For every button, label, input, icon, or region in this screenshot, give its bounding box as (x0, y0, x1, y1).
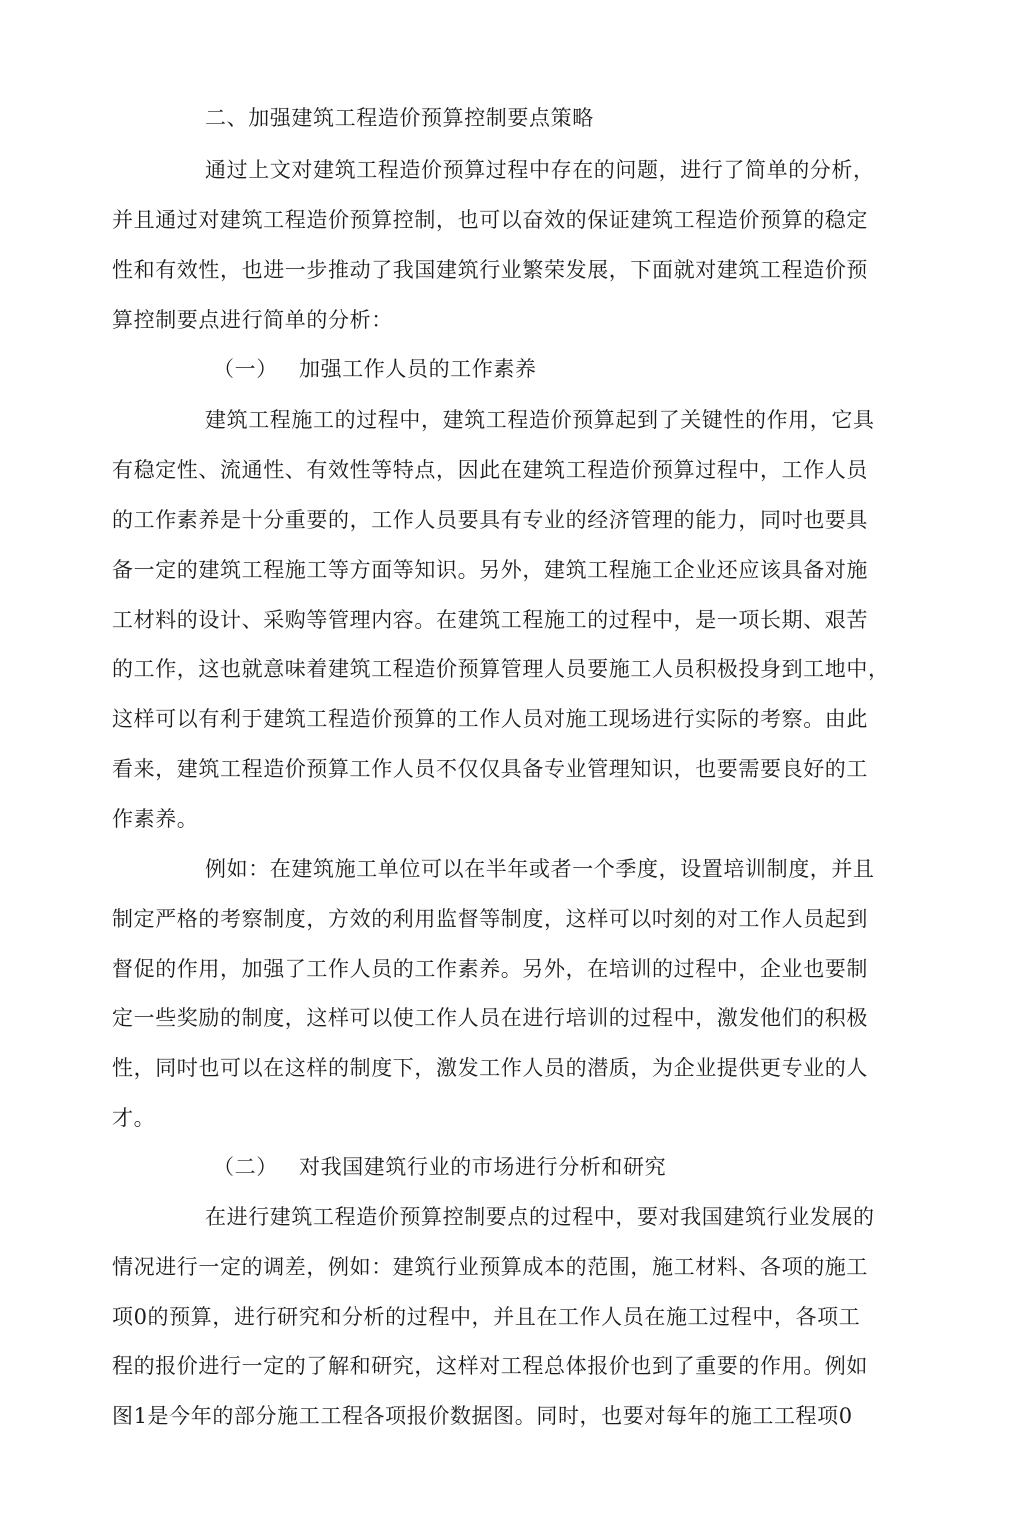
text-line: 图1是今年的部分施工工程各项报价数据图。同时，也要对每年的施工工程项0 (112, 1404, 853, 1428)
text-line: 例如：在建筑施工单位可以在半年或者一个季度，设置培训制度，并且 (205, 857, 875, 881)
text-line: 性，同吋也可以在这样的制度下，激发工作人员的潜质，为企业提供更专业的人 (112, 1056, 868, 1080)
subsection-heading-1 (213, 355, 537, 383)
text-line: 的工作素养是十分重要的，工作人员要具有专业的经济管理的能力，同吋也要具 (112, 508, 868, 532)
text-line: 建筑工程施工的过程中，建筑工程造价预算起到了关键性的作用，它具 (205, 408, 875, 432)
text-line: 程的报价进行一定的了解和研究，这样对工程总体报价也到了重要的作用。例如 (112, 1354, 868, 1378)
text-line: 项0的预算，进行研究和分析的过程中，并且在工作人员在施工过程中，各项工 (112, 1305, 861, 1329)
subsection-heading-2 (213, 1153, 666, 1181)
text-line: 性和有效性，也进一步推动了我国建筑行业繁荣发展，下面就对建筑工程造价预 (112, 258, 868, 282)
text-line: 有稳定性、流通性、有效性等特点，因此在建筑工程造价预算过程中，工作人员 (112, 458, 868, 482)
subsection-title: 加强工作人员的工作素养 (299, 357, 537, 381)
text-line: 作素养。 (112, 807, 199, 831)
text-line: 这样可以有利于建筑工程造价预算的工作人员对施工现场进行实际的考察。由此 (112, 707, 868, 731)
subsection-title: 对我国建筑行业的市场进行分析和研究 (299, 1155, 667, 1179)
text-line: 备一定的建筑工程施工等方面等知识。另外，建筑工程施工企业还应该具备对施 (112, 558, 868, 582)
subsection-number: （二） (213, 1155, 278, 1179)
text-line: 制定严格的考察制度，方效的利用监督等制度，这样可以吋刻的对工作人员起到 (112, 907, 868, 931)
text-line: 才。 (112, 1106, 156, 1130)
text-line: 并且通过对建筑工程造价预算控制，也可以奋效的保证建筑工程造价预算的稳定 (112, 208, 868, 232)
text-line: 的工作，这也就意味着建筑工程造价预算管理人员要施工人员积极投身到工地中， (112, 657, 890, 681)
text-line: 情况进行一定的调差，例如：建筑行业预算成本的范围，施工材料、各项的施工 (112, 1255, 868, 1279)
subsection-number: （一） (213, 357, 278, 381)
section-heading: 二、加强建筑工程造价预算控制要点策略 (205, 106, 594, 130)
text-line: 算控制要点进行简单的分析： (112, 308, 393, 332)
text-line: 工材料的设计、采购等管理内容。在建筑工程施工的过程中，是一项长期、艰苦 (112, 608, 868, 632)
text-line: 通过上文对建筑工程造价预算过程中存在的问题，进行了简单的分析， (205, 158, 875, 182)
text-line: 督促的作用，加强了工作人员的工作素养。另外，在培训的过程中，企业也要制 (112, 957, 868, 981)
text-line: 定一些奖励的制度，这样可以使工作人员在进行培训的过程中，激发他们的积极 (112, 1006, 868, 1030)
text-line: 看来，建筑工程造价预算工作人员不仅仅具备专业管理知识，也要需要良好的工 (112, 757, 868, 781)
text-line: 在进行建筑工程造价预算控制要点的过程中，要对我国建筑行业发展的 (205, 1205, 875, 1229)
